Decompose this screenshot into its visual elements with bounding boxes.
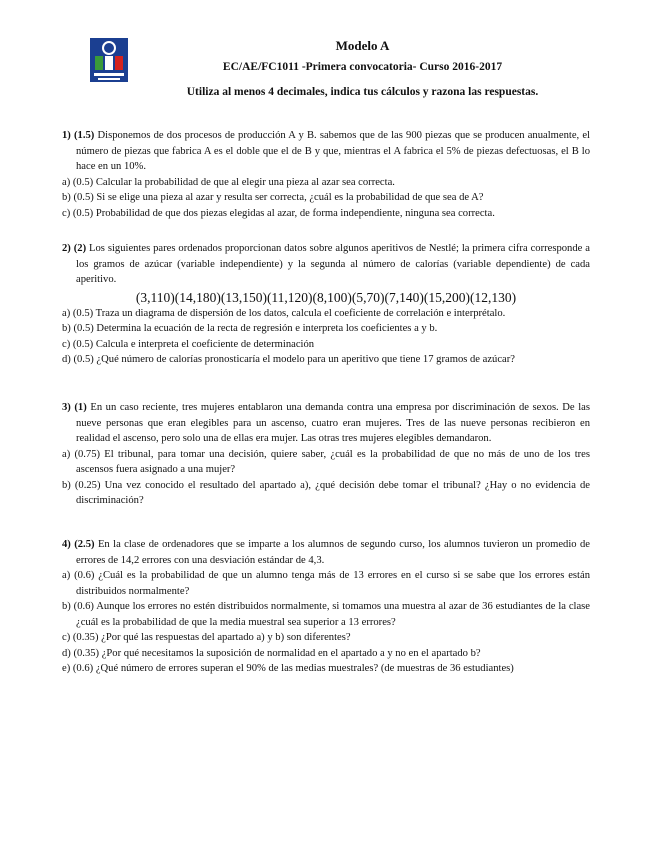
- question-points: (2): [73, 243, 87, 254]
- question-text: Disponemos de dos procesos de producción A y B. sabemos que de las 900 piezas que se producen anualmente, el número de piezas que fabrica A es el doble que el de B y que, mientras el A fabrica el 5% de piezas defectuosas, el B lo hace en un 10%.: [76, 130, 591, 172]
- question-number: 3): [62, 402, 71, 413]
- question-item: c) (0.5) Calcula e interpreta el coeficiente de determinación: [62, 338, 315, 350]
- page-title: Modelo A: [335, 38, 390, 53]
- course-code: EC/AE/FC1011 -Primera convocatoria- Curso 2016-2017: [222, 61, 503, 73]
- question-item: b) (0.25) Una vez conocido el resultado del apartado a), ¿qué decisión debe tomar el tribunal? ¿Hay o no evidencia de discriminación?: [62, 479, 590, 506]
- question-text: En un caso reciente, tres mujeres entablaron una demanda contra una empresa por discriminación de sexos. De las nueve personas que eran elegibles para un ascenso, cuatro eran mujeres. Tres de las nueve personas recibieron en realidad el ascenso, pero solo una de ellas era mujer. Las otras tres mujeres elegibles demandaron.: [76, 402, 590, 444]
- question-4-statement: [62, 537, 590, 568]
- question-points: (1): [74, 402, 87, 413]
- question-item: a) (0.6) ¿Cuál es la probabilidad de que un alumno tenga más de 13 errores en el curso si se sabe que los errores están distribuidos normalmente?: [62, 570, 590, 597]
- question-item: d) (0.35) ¿Por qué necesitamos la suposición de normalidad en el apartado a y no en el apartado b?: [62, 647, 481, 659]
- instructions: Utiliza al menos 4 decimales, indica tus cálculos y razona las respuestas.: [186, 86, 539, 98]
- question-points: (1.5): [74, 130, 95, 141]
- question-item: a) (0.5) Calcular la probabilidad de que al elegir una pieza al azar sea correcta.: [62, 176, 395, 188]
- question-1: [62, 128, 590, 221]
- question-item: c) (0.5) Probabilidad de que dos piezas elegidas al azar, de forma independiente, ninguna sea correcta.: [62, 207, 495, 219]
- question-1-statement: [62, 128, 590, 175]
- data-pairs: (3,110)(14,180)(13,150)(11,120)(8,100)(5,70)(7,140)(15,200)(12,130): [135, 289, 517, 305]
- question-item: b) (0.5) Determina la ecuación de la recta de regresión e interpreta los coeficientes a y b.: [62, 323, 438, 334]
- question-item: c) (0.35) ¿Por qué las respuestas del apartado a) y b) son diferentes?: [62, 632, 351, 643]
- question-item: b) (0.5) Si se elige una pieza al azar y resulta ser correcta, ¿cuál es la probabilidad de que sea de A?: [62, 192, 484, 203]
- question-3: [62, 400, 590, 509]
- question-item: d) (0.5) ¿Qué número de calorías pronosticaría el modelo para un aperitivo que tiene 17 gramos de azúcar?: [62, 354, 515, 365]
- question-text: Los siguientes pares ordenados proporcionan datos sobre algunos aperitivos de Nestlé; la primera cifra corresponde a los gramos de azúcar (variable independiente) y la segunda al número de calorías (variable dependiente) de cada aperitivo.: [76, 243, 590, 285]
- question-item: e) (0.6) ¿Qué número de errores superan el 90% de las medias muestrales? (de muestras de 36 estudiantes): [62, 663, 514, 674]
- question-text: En la clase de ordenadores que se imparte a los alumnos de segundo curso, los alumnos tuvieron un promedio de errores de 14,2 errores con una desviación estándar de 4,3.: [76, 539, 590, 566]
- question-number: 1): [62, 130, 71, 141]
- question-item: a) (0.5) Traza un diagrama de dispersión de los datos, calcula el coeficiente de correlación e interprétalo.: [62, 307, 506, 319]
- question-number: 2): [62, 243, 71, 254]
- question-2: [62, 241, 590, 368]
- university-logo-icon: [90, 38, 128, 82]
- question-points: (2.5): [74, 539, 95, 550]
- question-4: [62, 537, 590, 677]
- question-2-statement: [62, 241, 590, 288]
- question-3-statement: [62, 400, 590, 447]
- question-item: a) (0.75) El tribunal, para tomar una decisión, quiere saber, ¿cuál es la probabilidad de que no más de uno de los tres ascensos fuera asignado a una mujer?: [62, 448, 590, 475]
- question-item: b) (0.6) Aunque los errores no estén distribuidos normalmente, si tomamos una muestra al azar de 36 estudiantes de la clase ¿cuál es la probabilidad de que la media muestral sea superior a 13 errores?: [62, 601, 590, 628]
- question-number: 4): [62, 539, 71, 550]
